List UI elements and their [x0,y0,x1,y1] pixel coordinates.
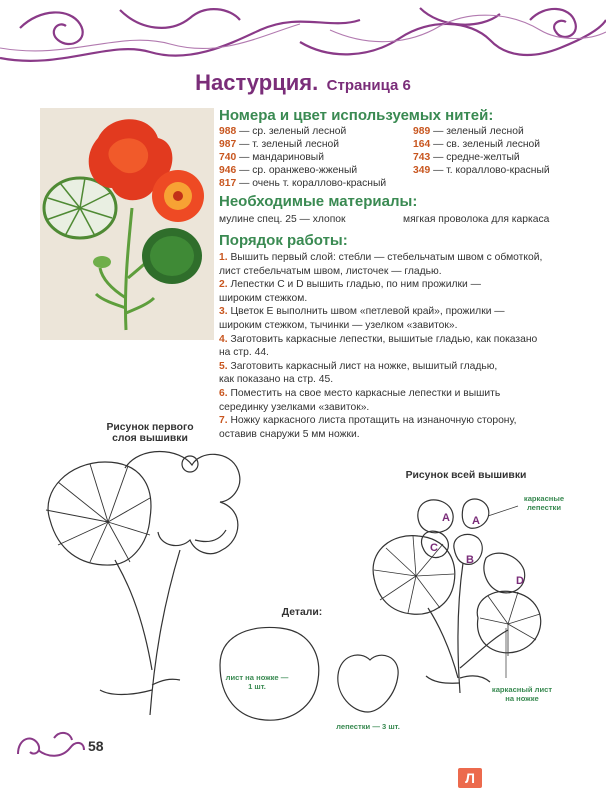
letter-a-left: A [442,512,450,524]
procedure-step-3: 3. Цветок E выполнить швом «петлевой край», прожилки — широким стежком, тычинки — узелком «завиток». [219,306,505,331]
procedure-step-6: 6. Поместить на свое место каркасные лепестки и вышить серединку узелками «завиток». [219,387,501,413]
thread-row: 164 — св. зеленый лесной [413,139,541,150]
page-number: 58 [88,738,104,754]
full-embroidery-outline [368,488,568,698]
thread-row: 349 — т. кораллово-красный [413,165,550,176]
materials-heading: Необходимые материалы: [219,193,418,210]
threads-heading: Номера и цвет используемых нитей: [219,107,494,124]
thread-row: 987 — т. зеленый лесной [219,139,339,150]
letter-d: D [516,575,524,587]
frame-leaf-label: каркасный лист на ножке [491,685,553,703]
petals-label: лепестки — 3 шт. [336,722,400,731]
procedure-step-4: 4. Заготовить каркасные лепестки, вышитые гладью, как показано на стр. 44. [219,333,538,359]
materials-right: мягкая проволока для каркаса [403,214,550,225]
thread-row: 817 — очень т. кораллово-красный [219,178,387,189]
thread-row: 740 — мандариновый [219,152,324,163]
decorative-swirl-header [0,0,606,70]
embroidery-photo [40,108,214,340]
threads-left-list [219,125,409,190]
thread-row: 988 — ср. зеленый лесной [219,126,347,137]
procedure-step-1: 1. Вышить первый слой: стебли — стебельчатым швом с обмоткой, лист стебельчатым швом, листочек — гладью. [219,252,543,277]
title-text: Настурция. [195,70,319,95]
thread-row: 989 — зеленый лесной [413,126,524,137]
leaf-label: лист на ножке — 1 шт. [225,673,289,691]
publisher-badge-icon: Л [458,768,482,788]
threads-right-list [413,125,588,177]
procedure-heading: Порядок работы: [219,232,348,249]
materials-left: мулине спец. 25 — хлопок [219,214,346,225]
subtitle-text: Страница 6 [326,77,411,94]
full-embroidery-caption: Рисунок всей вышивки [405,470,527,481]
letter-a-right: A [472,515,480,527]
page-title [0,70,606,96]
letter-b: B [466,554,474,566]
procedure-step-5: 5. Заготовить каркасный лист на ножке, вышитый гладью, как показано на стр. 45. [219,360,498,386]
thread-row: 743 — средне-желтый [413,152,520,163]
details-caption: Детали: [281,607,323,618]
thread-row: 946 — ср. оранжево-жженый [219,165,358,176]
procedure-steps [219,251,579,441]
procedure-step-2: 2. Лепестки C и D вышить гладью, по ним прожилки — широким стежком. [219,279,481,304]
procedure-step-7: 7. Ножку каркасного листа протащить на изнаночную сторону, оставив снаружи 5 мм ножки. [219,415,517,440]
first-layer-caption: Рисунок первого слоя вышивки [106,422,194,444]
footer-swirl-ornament [14,728,88,762]
letter-c: C [430,542,438,554]
frame-petals-label: каркасные лепестки [523,494,565,512]
